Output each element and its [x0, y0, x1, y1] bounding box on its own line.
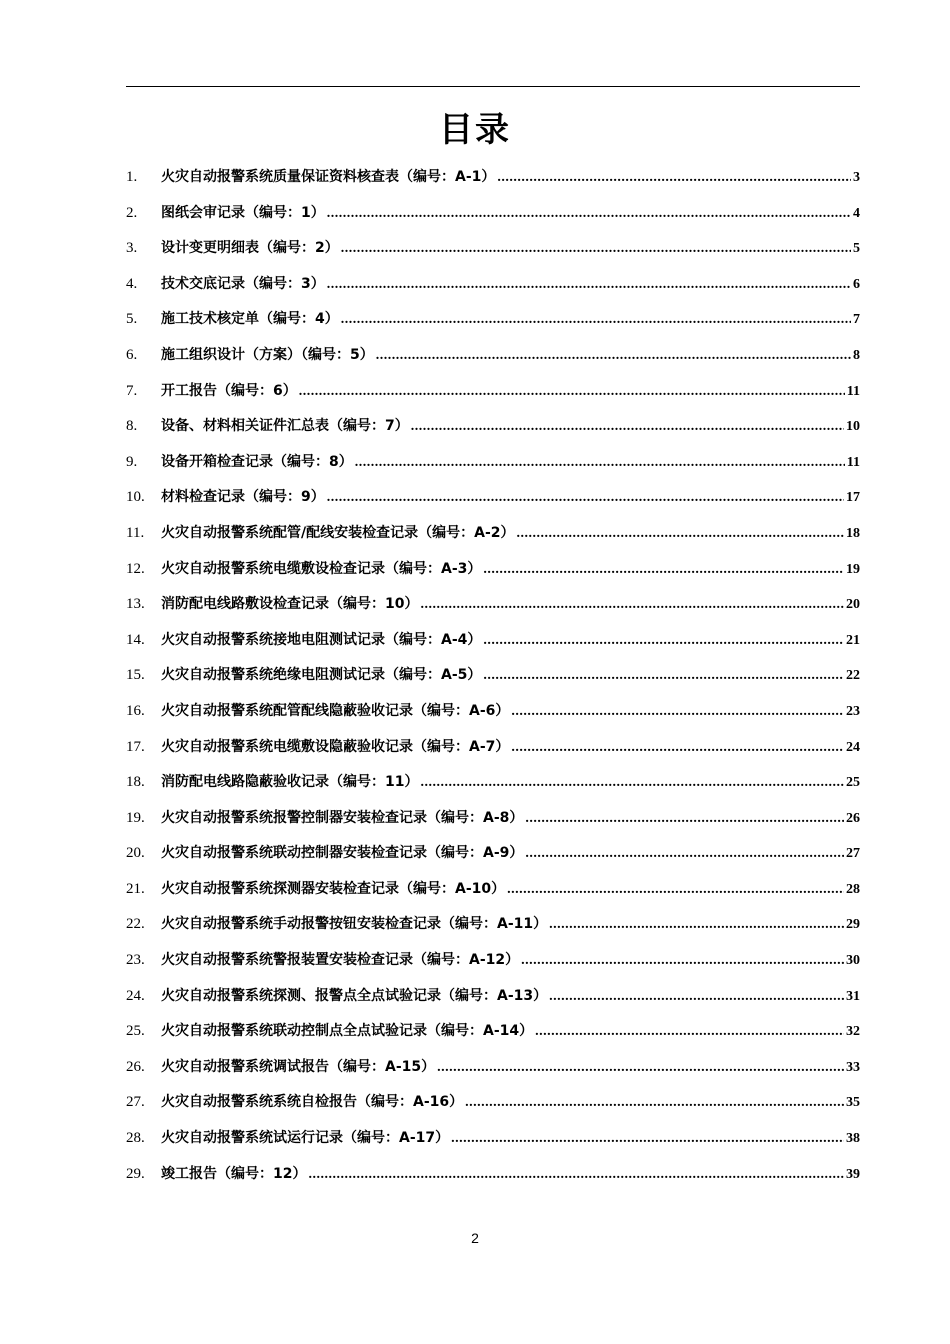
- toc-entry[interactable]: [126, 516, 860, 552]
- toc-entry-number: 21.: [126, 880, 145, 897]
- toc-entry[interactable]: [126, 409, 860, 445]
- toc-entry-title[interactable]: 火灾自动报警系统电缆敷设检查记录（编号：A-3）: [161, 560, 482, 577]
- toc-entry-page: 30: [846, 953, 860, 969]
- toc-entry-number: 13.: [126, 596, 145, 613]
- toc-entry-number: 18.: [126, 774, 145, 791]
- toc-dot-leader: [521, 943, 844, 979]
- toc-dot-leader: [437, 1050, 844, 1086]
- toc-entry[interactable]: [126, 623, 860, 659]
- toc-entry[interactable]: [126, 730, 860, 766]
- toc-entry[interactable]: [126, 587, 860, 623]
- toc-entry-page: 39: [846, 1166, 860, 1182]
- toc-entry-page: 27: [846, 846, 860, 862]
- toc-entry-page: 18: [846, 525, 860, 541]
- toc-dot-leader: [507, 872, 844, 908]
- toc-entry[interactable]: [126, 836, 860, 872]
- toc-dot-leader: [341, 231, 851, 267]
- toc-entry-title[interactable]: 火灾自动报警系统质量保证资料核查表（编号：A-1）: [161, 169, 496, 185]
- toc-entry-page: 7: [853, 312, 860, 328]
- toc-entry[interactable]: [126, 374, 860, 410]
- toc-entry[interactable]: [126, 765, 860, 801]
- toc-dot-leader: [511, 694, 844, 730]
- toc-entry-number: 24.: [126, 987, 145, 1004]
- toc-dot-leader: [411, 409, 844, 445]
- toc-entry-title[interactable]: 竣工报告（编号：12）: [161, 1165, 307, 1182]
- toc-entry-page: 26: [846, 810, 860, 826]
- toc-dot-leader: [483, 552, 844, 588]
- toc-entry-page: 8: [853, 347, 860, 363]
- toc-entry[interactable]: [126, 267, 860, 303]
- toc-entry-page: 33: [846, 1059, 860, 1075]
- toc-entry[interactable]: [126, 231, 860, 267]
- toc-entry-page: 31: [846, 988, 860, 1004]
- toc-entry[interactable]: [126, 801, 860, 837]
- toc-entry-title[interactable]: 火灾自动报警系统配管配线隐蔽验收记录（编号：A-6）: [161, 702, 510, 719]
- toc-entry-number: 6.: [126, 346, 138, 363]
- toc-entry-page: 19: [846, 561, 860, 577]
- toc-dot-leader: [511, 730, 844, 766]
- toc-entry-title[interactable]: 火灾自动报警系统警报装置安装检查记录（编号：A-12）: [161, 952, 520, 969]
- toc-entry[interactable]: [126, 979, 860, 1015]
- toc-entry-number: 25.: [126, 1023, 145, 1040]
- toc-entry-page: 24: [846, 739, 860, 755]
- toc-entry-title[interactable]: 火灾自动报警系统绝缘电阻测试记录（编号：A-5）: [161, 667, 482, 684]
- toc-dot-leader: [549, 979, 844, 1015]
- toc-entry-title[interactable]: 火灾自动报警系统联动控制器安装检查记录（编号：A-9）: [161, 845, 524, 862]
- toc-dot-leader: [535, 1014, 844, 1050]
- toc-entry-page: 10: [846, 419, 860, 435]
- toc-entry-number: 5.: [126, 311, 138, 328]
- toc-entry-title[interactable]: 设计变更明细表（编号：2）: [161, 240, 339, 257]
- toc-dot-leader: [517, 516, 845, 552]
- toc-entry-page: 29: [846, 917, 860, 933]
- toc-dot-leader: [465, 1085, 844, 1121]
- toc-entry-title[interactable]: 设备开箱检查记录（编号：8）: [161, 453, 353, 470]
- page-title: 目录: [439, 110, 511, 150]
- toc-entry-title[interactable]: 设备、材料相关证件汇总表（编号：7）: [161, 418, 409, 435]
- toc-entry-title[interactable]: 施工技术核定单（编号：4）: [161, 311, 339, 328]
- toc-dot-leader: [483, 658, 844, 694]
- toc-entry-page: 25: [846, 775, 860, 791]
- toc-entry-number: 8.: [126, 418, 138, 435]
- toc-entry-number: 11.: [126, 524, 145, 541]
- toc-dot-leader: [451, 1121, 844, 1157]
- toc-entry-number: 26.: [126, 1058, 145, 1075]
- toc-entry-number: 3.: [126, 240, 138, 257]
- toc-dot-leader: [355, 445, 845, 481]
- toc-entry-number: 19.: [126, 809, 145, 826]
- toc-entry[interactable]: [126, 1050, 860, 1086]
- toc-entry-number: 23.: [126, 952, 145, 969]
- toc-entry-title[interactable]: 材料检查记录（编号：9）: [161, 489, 325, 506]
- page-number: 2: [471, 1230, 479, 1246]
- toc-entry-title[interactable]: 火灾自动报警系统报警控制器安装检查记录（编号：A-8）: [161, 809, 524, 826]
- toc-entry-number: 14.: [126, 631, 145, 648]
- toc-dot-leader: [525, 801, 844, 837]
- toc-entry-title[interactable]: 火灾自动报警系统探测器安装检查记录（编号：A-10）: [161, 880, 506, 897]
- toc-entry-number: 2.: [126, 204, 138, 221]
- toc-entry-number: 1.: [126, 169, 138, 185]
- toc-entry-title[interactable]: 消防配电线路敷设检查记录（编号：10）: [161, 596, 419, 613]
- toc-entry-number: 7.: [126, 382, 138, 399]
- toc-entry-page: 4: [853, 205, 860, 221]
- toc-entry-title[interactable]: 消防配电线路隐蔽验收记录（编号：11）: [161, 774, 419, 791]
- toc-entry[interactable]: [126, 1014, 860, 1050]
- toc-entry[interactable]: [126, 480, 860, 516]
- toc-entry-title[interactable]: 火灾自动报警系统试运行记录（编号：A-17）: [161, 1130, 450, 1147]
- toc-entry-page: 6: [853, 276, 860, 292]
- toc-entry[interactable]: [126, 1085, 860, 1121]
- table-of-contents: [126, 160, 860, 1192]
- toc-entry-page: 32: [846, 1024, 860, 1040]
- toc-entry[interactable]: [126, 196, 860, 232]
- toc-entry-number: 17.: [126, 738, 145, 755]
- toc-entry-page: 5: [853, 241, 860, 257]
- toc-entry-page: 17: [846, 490, 860, 506]
- toc-dot-leader: [341, 302, 851, 338]
- toc-entry[interactable]: [126, 907, 860, 943]
- toc-entry-title[interactable]: 技术交底记录（编号：3）: [161, 275, 325, 292]
- toc-entry-number: 10.: [126, 489, 145, 506]
- toc-entry-title[interactable]: 火灾自动报警系统接地电阻测试记录（编号：A-4）: [161, 631, 482, 648]
- toc-entry-page: 3: [853, 170, 860, 185]
- toc-entry[interactable]: [126, 1121, 860, 1157]
- toc-entry-number: 4.: [126, 275, 138, 292]
- toc-entry-title[interactable]: 火灾自动报警系统手动报警按钮安装检查记录（编号：A-11）: [161, 916, 548, 933]
- toc-entry-number: 27.: [126, 1094, 145, 1111]
- toc-entry[interactable]: [126, 160, 860, 196]
- toc-entry-page: 35: [846, 1095, 860, 1111]
- toc-entry-title[interactable]: 火灾自动报警系统调试报告（编号：A-15）: [161, 1058, 436, 1075]
- toc-dot-leader: [327, 196, 851, 232]
- toc-entry-title[interactable]: 图纸会审记录（编号：1）: [161, 204, 325, 221]
- toc-dot-leader: [299, 374, 845, 410]
- toc-dot-leader: [376, 338, 851, 374]
- toc-dot-leader: [308, 1157, 844, 1193]
- toc-entry-number: 9.: [126, 453, 138, 470]
- toc-dot-leader: [549, 907, 844, 943]
- toc-dot-leader: [497, 160, 851, 196]
- toc-dot-leader: [327, 267, 851, 303]
- toc-entry[interactable]: [126, 1157, 860, 1193]
- toc-entry[interactable]: [126, 338, 860, 374]
- toc-entry[interactable]: [126, 872, 860, 908]
- toc-entry-page: 38: [846, 1131, 860, 1147]
- toc-entry-page: 28: [846, 881, 860, 897]
- toc-entry-number: 22.: [126, 916, 145, 933]
- toc-entry-page: 20: [846, 597, 860, 613]
- toc-entry-page: 22: [846, 668, 860, 684]
- toc-entry-title[interactable]: 火灾自动报警系统电缆敷设隐蔽验收记录（编号：A-7）: [161, 738, 510, 755]
- toc-dot-leader: [420, 765, 844, 801]
- toc-entry-number: 16.: [126, 702, 145, 719]
- toc-dot-leader: [420, 587, 844, 623]
- toc-entry-title[interactable]: 火灾自动报警系统系统自检报告（编号：A-16）: [161, 1094, 464, 1111]
- toc-entry[interactable]: [126, 445, 860, 481]
- toc-entry-title[interactable]: 火灾自动报警系统联动控制点全点试验记录（编号：A-14）: [161, 1023, 534, 1040]
- toc-entry-title[interactable]: 火灾自动报警系统探测、报警点全点试验记录（编号：A-13）: [161, 987, 548, 1004]
- header-rule: [126, 86, 860, 87]
- toc-entry[interactable]: [126, 658, 860, 694]
- toc-entry[interactable]: [126, 552, 860, 588]
- toc-entry-page: 11: [846, 454, 860, 470]
- toc-entry-title[interactable]: 火灾自动报警系统配管/配线安装检查记录（编号：A-2）: [161, 524, 515, 541]
- toc-entry-number: 20.: [126, 845, 145, 862]
- toc-dot-leader: [327, 480, 844, 516]
- toc-entry[interactable]: [126, 694, 860, 730]
- toc-entry-page: 11: [846, 383, 860, 399]
- toc-entry[interactable]: [126, 302, 860, 338]
- toc-entry-page: 21: [846, 632, 860, 648]
- toc-entry-number: 12.: [126, 560, 145, 577]
- toc-entry-number: 29.: [126, 1165, 145, 1182]
- toc-entry-page: 23: [846, 703, 860, 719]
- toc-entry-number: 15.: [126, 667, 145, 684]
- toc-entry-title[interactable]: 施工组织设计（方案）（编号：5）: [161, 346, 374, 363]
- toc-dot-leader: [483, 623, 844, 659]
- toc-dot-leader: [525, 836, 844, 872]
- toc-entry-title[interactable]: 开工报告（编号：6）: [161, 382, 297, 399]
- toc-entry-number: 28.: [126, 1130, 145, 1147]
- toc-entry[interactable]: [126, 943, 860, 979]
